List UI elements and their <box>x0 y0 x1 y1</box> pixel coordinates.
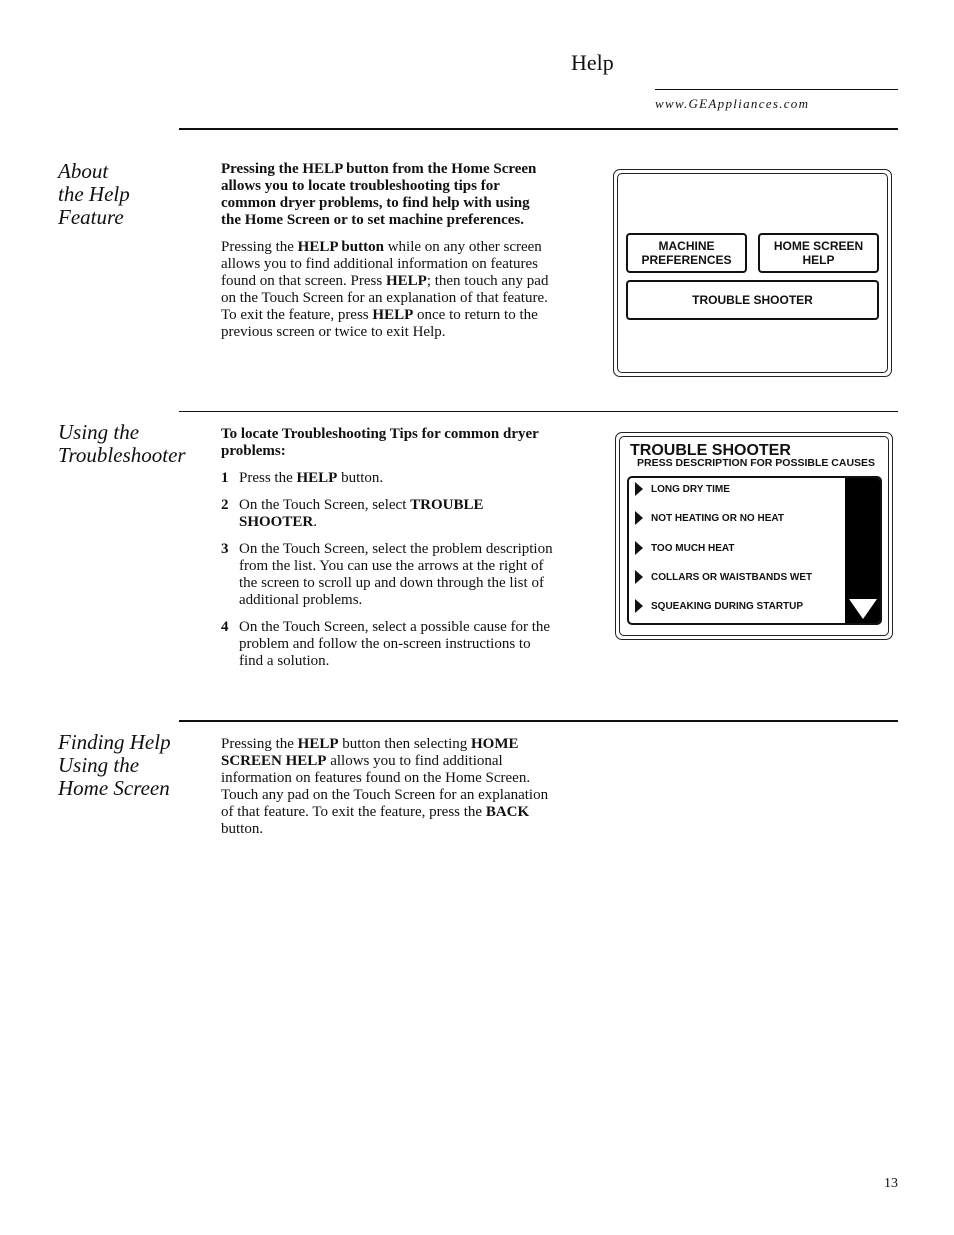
select-arrow-icon <box>635 541 643 555</box>
trouble-shooter-screen-subtitle: PRESS DESCRIPTION FOR POSSIBLE CAUSES <box>637 457 876 469</box>
select-arrow-icon <box>635 599 643 613</box>
troubleshooter-steps <box>221 470 553 670</box>
scroll-bar[interactable] <box>845 478 880 623</box>
problem-item[interactable]: COLLARS OR WAISTBANDS WET <box>635 568 812 586</box>
select-arrow-icon <box>635 482 643 496</box>
help-touch-screen <box>613 169 892 377</box>
home-screen-body <box>221 736 553 848</box>
trouble-shooter-button[interactable]: TROUBLE SHOOTER <box>626 280 879 320</box>
troubleshooter-body <box>221 426 553 680</box>
problem-item[interactable]: LONG DRY TIME <box>635 480 730 498</box>
section-title-home-screen: Finding Help Using the Home Screen <box>58 730 171 800</box>
troubleshooter-lead: To locate Troubleshooting Tips for common dryer problems: <box>221 426 539 459</box>
header-rule <box>655 89 898 90</box>
home-screen-help-button[interactable]: HOME SCREEN HELP <box>758 233 879 273</box>
section-divider <box>179 128 898 130</box>
section-title-about: About the Help Feature <box>58 159 130 229</box>
select-arrow-icon <box>635 570 643 584</box>
step-item: 3 On the Touch Screen, select the problem description from the list. You can use the arrows at the right of the screen to scroll up and down through the list of additional problems. <box>221 541 553 608</box>
problem-list <box>627 476 882 625</box>
about-lead: Pressing the HELP button from the Home Screen allows you to locate troubleshooting tips for common dryer problems, to find help with using the Home Screen or to set machine preferences. <box>221 161 537 228</box>
page-number: 13 <box>884 1176 898 1191</box>
website-url: www.GEAppliances.com <box>655 96 810 111</box>
step-item: 2 On the Touch Screen, select TROUBLE SHOOTER. <box>221 497 484 530</box>
problem-item[interactable]: SQUEAKING DURING STARTUP <box>635 597 803 615</box>
step-item: 1 Press the HELP button. <box>221 470 384 486</box>
problem-item[interactable]: NOT HEATING OR NO HEAT <box>635 509 784 527</box>
section-divider <box>179 411 898 412</box>
problem-item[interactable]: TOO MUCH HEAT <box>635 539 735 557</box>
home-screen-paragraph: Pressing the HELP button then selecting HOME SCREEN HELP allows you to find additional information on features found on the Home Screen. Touch any pad on the Touch Screen for an explanation of that feature. To exit the feature, press the BACK button. <box>221 736 549 837</box>
section-divider <box>179 720 898 722</box>
scroll-down-triangle-icon[interactable] <box>849 599 877 619</box>
section-title-troubleshooter: Using the Troubleshooter <box>58 420 186 467</box>
select-arrow-icon <box>635 511 643 525</box>
machine-preferences-button[interactable]: MACHINE PREFERENCES <box>626 233 747 273</box>
page-title: Help <box>571 50 614 75</box>
trouble-shooter-screen-title: TROUBLE SHOOTER <box>630 442 791 459</box>
step-item: 4 On the Touch Screen, select a possible cause for the problem and follow the on-screen instructions to find a solution. <box>221 619 551 669</box>
about-paragraph: Pressing the HELP button while on any other screen allows you to find additional information on features found on that screen. Press HELP; then touch any pad on the Touch Screen for an explanation of that feature. To exit the feature, press HELP once to return to the previous screen or twice to exit Help. <box>221 239 549 340</box>
trouble-shooter-screen <box>615 432 893 640</box>
about-body <box>221 161 553 351</box>
